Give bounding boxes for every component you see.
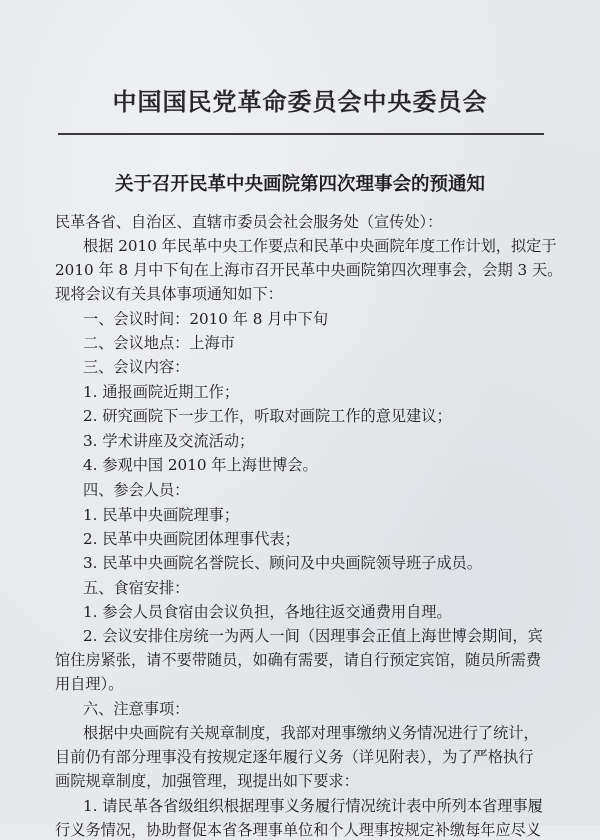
attendee-item: 1. 民革中央画院理事；	[83, 506, 240, 524]
lodging-item: 2. 会议安排住房统一为两人一间（因理事会正值上海世博会期间，宾	[83, 627, 543, 645]
notice-line: 行义务情况，协助督促本省各理事单位和个人理事按规定补缴每年应尽义	[55, 821, 541, 839]
notice-line: 目前仍有部分理事没有按规定逐年履行义务（详见附表），为了严格执行	[55, 748, 534, 766]
lodging-item: 用自理）。	[55, 675, 124, 693]
intro-line: 2010 年 8 月中下旬在上海市召开民革中央画院第四次理事会，会期 3 天。	[55, 261, 563, 279]
content-item: 1. 通报画院近期工作；	[83, 383, 240, 401]
intro-line: 根据 2010 年民革中央工作要点和民革中央画院年度工作计划，拟定于	[83, 237, 557, 255]
lodging-item: 1. 参会人员食宿由会议负担，各地往返交通费用自理。	[83, 603, 452, 621]
notice-line: 画院规章制度，加强管理，现提出如下要求：	[55, 772, 359, 790]
intro-line: 现将会议有关具体事项通知如下：	[55, 285, 283, 303]
lodging-item: 馆住房紧张，请不要带随员，如确有需要，请自行预定宾馆，随员所需费	[55, 651, 541, 669]
section-notices: 六、注意事项：	[83, 700, 190, 718]
section-attendees: 四、参会人员：	[83, 481, 190, 499]
addressee-line: 民革各省、自治区、直辖市委员会社会服务处（宣传处）：	[55, 213, 443, 231]
section-lodging: 五、食宿安排：	[83, 579, 190, 597]
header-divider	[58, 133, 544, 135]
notice-line: 根据中央画院有关规章制度，我部对理事缴纳义务情况进行了统计，	[83, 724, 539, 742]
content-item: 4. 参观中国 2010 年上海世博会。	[83, 456, 318, 474]
attendee-item: 2. 民革中央画院团体理事代表；	[83, 530, 300, 548]
section-meeting-location: 二、会议地点：上海市	[83, 334, 235, 352]
attendee-item: 3. 民革中央画院名誉院长、顾问及中央画院领导班子成员。	[83, 554, 483, 572]
content-item: 3. 学术讲座及交流活动；	[83, 432, 255, 450]
document-title: 关于召开民革中央画院第四次理事会的预通知	[114, 174, 485, 195]
section-meeting-time: 一、会议时间：2010 年 8 月中下旬	[83, 310, 329, 328]
bleed-through-text	[470, 62, 482, 78]
content-item: 2. 研究画院下一步工作，听取对画院工作的意见建议；	[83, 407, 452, 425]
section-meeting-content: 三、会议内容：	[83, 358, 190, 376]
notice-line: 1. 请民革各省级组织根据理事义务履行情况统计表中所列本省理事履	[83, 797, 543, 815]
organization-header: 中国国民党革命委员会中央委员会	[112, 87, 488, 116]
